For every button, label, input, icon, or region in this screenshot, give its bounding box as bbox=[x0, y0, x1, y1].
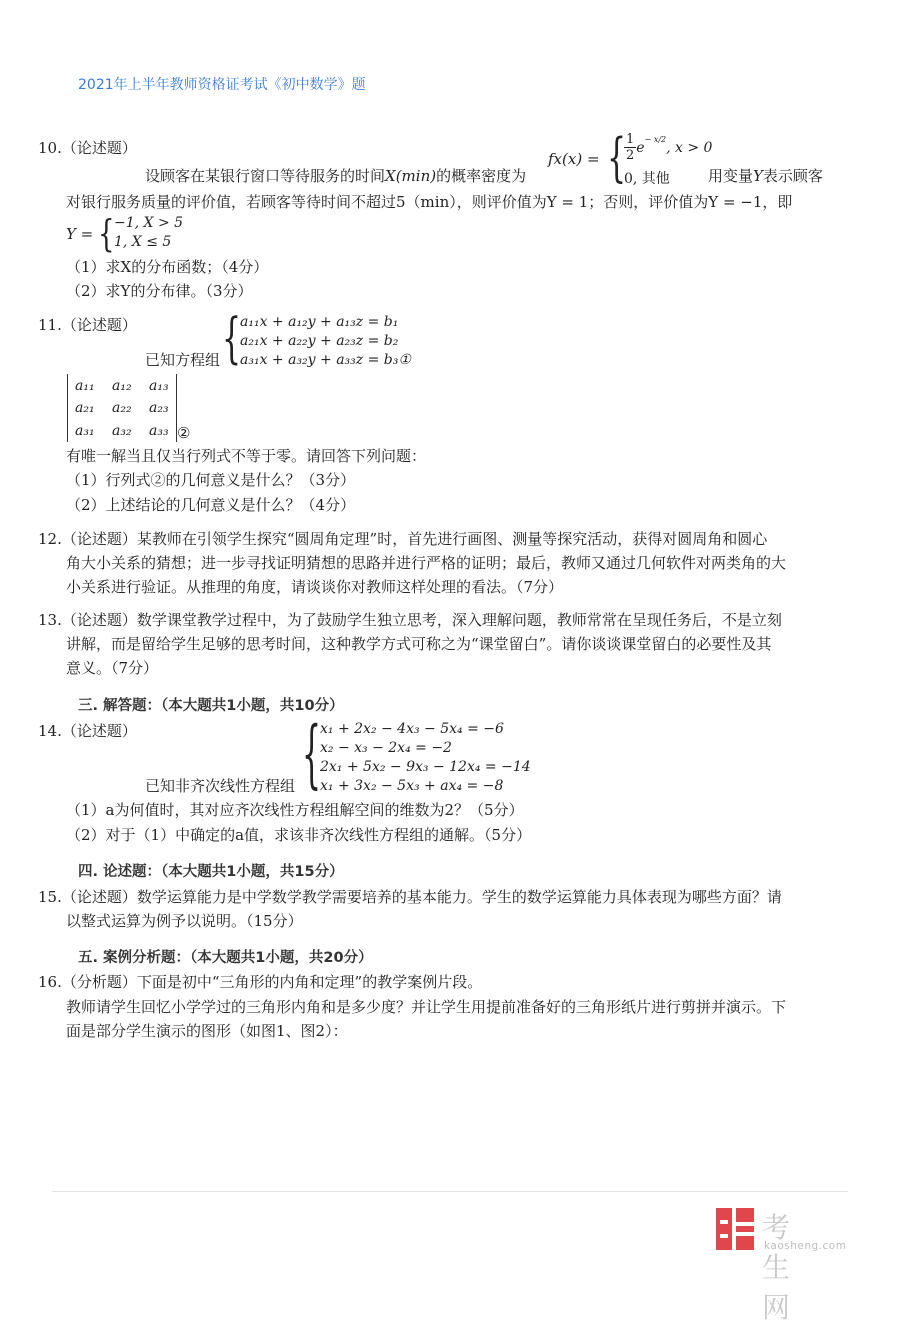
q10-y-case2: 1, X ≤ 5 bbox=[114, 234, 172, 250]
q16-line1: 16.（分析题）下面是初中“三角形的内角和定理”的教学案例片段。 bbox=[38, 973, 483, 991]
q10-y-brace: { bbox=[98, 213, 115, 257]
q10-line1-post: 的概率密度为 bbox=[436, 167, 527, 185]
kaosheng-logo-icon bbox=[714, 1206, 756, 1252]
q10-sub2: （2）求Y的分布律。（3分） bbox=[66, 282, 253, 300]
q10-brace: { bbox=[607, 128, 627, 190]
det-a21: a₂₁ bbox=[75, 400, 95, 416]
q10-case2: 0, 其他 bbox=[624, 171, 670, 187]
det-a22: a₂₂ bbox=[112, 400, 132, 416]
q16-line3: 面是部分学生演示的图形（如图1、图2）： bbox=[66, 1022, 348, 1040]
q10-number: 10.（论述题） bbox=[38, 139, 137, 157]
q14-number: 14.（论述题） bbox=[38, 722, 137, 740]
q11-eq1: a₁₁x + a₁₂y + a₁₃z = b₁ bbox=[240, 314, 399, 330]
q10-y-definition bbox=[66, 213, 196, 257]
q10-line1-end-a: 用变量 bbox=[708, 167, 754, 185]
q10-frac-num: 1 bbox=[626, 132, 635, 147]
q13-line1: 13.（论述题）数学课堂教学过程中，为了鼓励学生独立思考，深入理解问题，教师常常在呈现任务后，不是立刻 bbox=[38, 611, 782, 629]
q10-frac-den: 2 bbox=[626, 148, 635, 163]
q14-equation-system bbox=[302, 713, 542, 799]
q12-line2: 角大小关系的猜想；进一步寻找证明猜想的思路并进行严格的证明；最后，教师又通过几何软件对两类角的大 bbox=[66, 554, 787, 572]
q11-determinant bbox=[67, 374, 177, 442]
q11-label: 已知方程组 bbox=[145, 351, 221, 369]
q14-label: 已知非齐次线性方程组 bbox=[145, 777, 296, 795]
kaosheng-logo-text: 考生网 bbox=[762, 1211, 793, 1324]
q15-line2: 以整式运算为例予以说明。（15分） bbox=[66, 912, 303, 930]
q10-line1-end bbox=[708, 166, 823, 186]
section-4-heading: 四. 论述题：（本大题共1小题，共15分） bbox=[78, 864, 344, 880]
q10-case1-tail: , x > 0 bbox=[666, 140, 713, 156]
q11-eq2: a₂₁x + a₂₂y + a₂₃z = b₂ bbox=[240, 333, 399, 349]
q11-sub1: （1）行列式②的几何意义是什么？（3分） bbox=[66, 471, 356, 489]
det-a31: a₃₁ bbox=[75, 423, 95, 439]
q11-eq3: a₃₁x + a₃₂y + a₃₃z = b₃① bbox=[240, 352, 411, 368]
q15-line1: 15.（论述题）数学运算能力是中学数学教学需要培养的基本能力。学生的数学运算能力具体表现为哪些方面？请 bbox=[38, 888, 782, 906]
q10-var-x: X(min) bbox=[385, 167, 437, 185]
kaosheng-logo-domain: kaosheng.com bbox=[764, 1240, 847, 1252]
q10-exp-sup: − x/2 bbox=[644, 135, 667, 144]
q11-number: 11.（论述题） bbox=[38, 316, 137, 334]
det-a12: a₁₂ bbox=[112, 378, 132, 394]
q13-line2: 讲解，而是留给学生足够的思考时间，这种教学方式可称之为“课堂留白”。请你谈谈课堂留白的必要性及其 bbox=[66, 635, 772, 653]
q14-brace: { bbox=[302, 713, 322, 799]
q10-line2: 对银行服务质量的评价值，若顾客等待时间不超过5（min），则评价值为Y = 1；否则，评价值为Y = −1，即 bbox=[66, 193, 793, 211]
q11-det-mark: ② bbox=[177, 424, 191, 442]
q13-line3: 意义。（7分） bbox=[66, 659, 159, 677]
q14-eq4: x₁ + 3x₂ − 5x₃ + ax₄ = −8 bbox=[320, 778, 504, 794]
q12-line1: 12.（论述题）某教师在引领学生探究“圆周角定理”时，首先进行画图、测量等探究活动，获得对圆周角和圆心 bbox=[38, 530, 768, 548]
det-a32: a₃₂ bbox=[112, 423, 132, 439]
q14-eq2: x₂ − x₃ − 2x₄ = −2 bbox=[320, 740, 452, 756]
q14-eq3: 2x₁ + 5x₂ − 9x₃ − 12x₄ = −14 bbox=[320, 759, 531, 775]
q12-line3: 小关系进行验证。从推理的角度，请谈谈你对教师这样处理的看法。（7分） bbox=[66, 578, 564, 596]
q10-case1 bbox=[624, 132, 712, 163]
det-a11: a₁₁ bbox=[75, 378, 95, 394]
q14-eq1: x₁ + 2x₂ − 4x₃ − 5x₄ = −6 bbox=[320, 721, 504, 737]
q16-line2: 教师请学生回忆小学学过的三角形内角和是多少度？并让学生用提前准备好的三角形纸片进行剪拼并演示。下 bbox=[66, 998, 787, 1016]
q11-brace: { bbox=[222, 308, 242, 371]
q11-sub2: （2）上述结论的几何意义是什么？（4分） bbox=[66, 496, 356, 514]
det-a23: a₂₃ bbox=[149, 400, 169, 416]
det-a13: a₁₃ bbox=[149, 378, 169, 394]
q11-equation-system bbox=[222, 308, 432, 372]
q14-sub1: （1）a为何值时，其对应齐次线性方程组解空间的维数为2？（5分） bbox=[66, 801, 524, 819]
q10-sub1: （1）求X的分布函数；（4分） bbox=[66, 258, 269, 276]
q14-sub2: （2）对于（1）中确定的a值，求该非齐次线性方程组的通解。（5分） bbox=[66, 826, 532, 844]
q10-line1-pre: 设顾客在某银行窗口等待服务的时间 bbox=[145, 167, 386, 185]
section-3-heading: 三. 解答题：（本大题共1小题，共10分） bbox=[78, 698, 344, 714]
q11-line1: 有唯一解当且仅当行列式不等于零。请回答下列问题： bbox=[66, 447, 427, 465]
q10-y-label: Y = bbox=[66, 225, 94, 243]
q10-fraction bbox=[624, 132, 636, 163]
q10-y-case1: −1, X > 5 bbox=[114, 215, 184, 231]
q10-line1 bbox=[145, 166, 526, 186]
q10-density-formula bbox=[548, 128, 718, 190]
q10-exp-e: e bbox=[636, 140, 645, 156]
q10-fx-label: fx(x) = bbox=[548, 150, 600, 168]
section-5-heading: 五. 案例分析题：（本大题共1小题，共20分） bbox=[78, 950, 373, 966]
footer-divider bbox=[52, 1191, 848, 1192]
q10-line1-end-b: 表示顾客 bbox=[762, 167, 823, 185]
document-header-title: 2021年上半年教师资格证考试《初中数学》题 bbox=[78, 77, 366, 93]
q10-var-y: Y bbox=[753, 167, 763, 185]
det-a33: a₃₃ bbox=[149, 423, 169, 439]
